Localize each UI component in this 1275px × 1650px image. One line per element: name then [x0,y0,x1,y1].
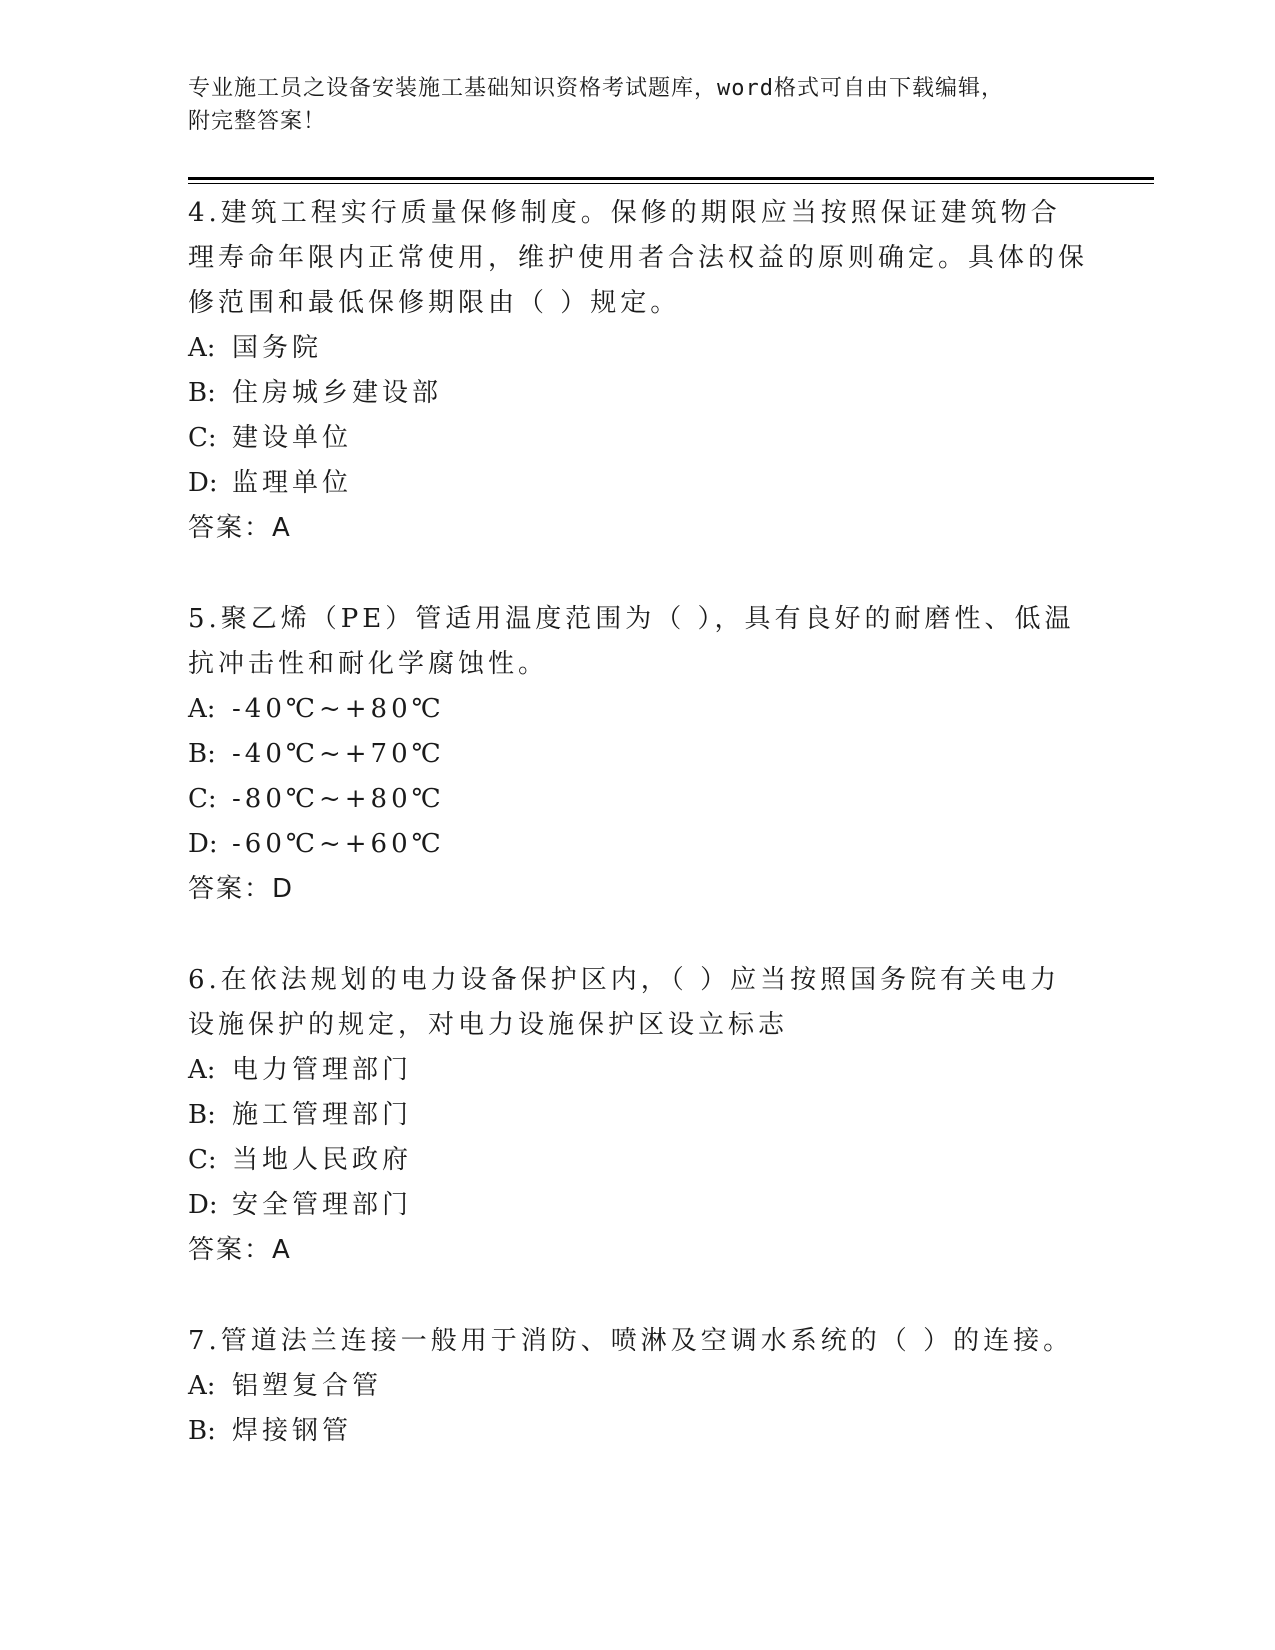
option-a [188,687,1088,732]
option-b [188,1093,1088,1138]
option-d [188,822,1088,867]
option-text: 建设单位 [232,423,353,453]
option-letter: D: [188,1190,218,1220]
question-stem: 7.管道法兰连接一般用于消防、喷淋及空调水系统的（ ）的连接。 [188,1326,1074,1356]
option-letter: D: [188,468,218,498]
question-stem: 6.在依法规划的电力设备保护区内，（ ）应当按照国务院有关电力设施保护的规定，对电力设施保护区设立标志 [188,965,1061,1040]
option-letter: C: [188,784,217,814]
question-4 [188,191,1088,551]
option-letter: B: [188,378,216,408]
answer-line: 答案：A [188,513,292,543]
option-a [188,1048,1088,1093]
option-text: 监理单位 [232,468,353,498]
option-text: 电力管理部门 [232,1055,413,1085]
option-text: 施工管理部门 [232,1100,413,1130]
option-letter: A: [188,1055,216,1085]
header-line-2: 附完整答案！ [188,109,327,134]
option-a [188,1364,1088,1409]
option-c [188,1138,1088,1183]
question-7 [188,1319,1088,1454]
header-line-1: 专业施工员之设备安装施工基础知识资格考试题库，word格式可自由下载编辑， [188,76,1004,101]
option-text: -40℃~+70℃ [232,739,445,769]
option-text: 铝塑复合管 [232,1371,383,1401]
header-divider-thin [188,183,1154,184]
question-stem: 4.建筑工程实行质量保修制度。保修的期限应当按照保证建筑物合理寿命年限内正常使用，维护使用者合法权益的原则确定。具体的保修范围和最低保修期限由（ ）规定。 [188,198,1089,318]
option-b [188,732,1088,777]
option-c [188,416,1088,461]
option-letter: A: [188,694,216,724]
answer-line: 答案：D [188,874,295,904]
option-c [188,777,1088,822]
option-letter: A: [188,333,216,363]
question-5 [188,597,1088,912]
option-text: 焊接钢管 [232,1416,353,1446]
option-b [188,1409,1088,1454]
document-header [188,72,1088,138]
header-divider-thick [188,177,1154,180]
option-letter: B: [188,739,216,769]
option-d [188,461,1088,506]
option-letter: C: [188,1145,217,1175]
option-text: -80℃~+80℃ [232,784,445,814]
option-b [188,371,1088,416]
option-d [188,1183,1088,1228]
option-a [188,326,1088,371]
question-6 [188,958,1088,1273]
question-list [188,191,1088,1500]
option-text: 住房城乡建设部 [232,378,443,408]
option-text: 安全管理部门 [232,1190,413,1220]
option-letter: C: [188,423,217,453]
question-stem: 5.聚乙烯（PE）管适用温度范围为（ ），具有良好的耐磨性、低温抗冲击性和耐化学腐蚀性。 [188,604,1075,679]
option-letter: A: [188,1371,216,1401]
option-text: -40℃~+80℃ [232,694,445,724]
option-letter: D: [188,829,218,859]
option-text: -60℃~+60℃ [232,829,445,859]
option-text: 当地人民政府 [232,1145,413,1175]
answer-line: 答案：A [188,1235,292,1265]
option-letter: B: [188,1416,216,1446]
option-text: 国务院 [232,333,323,363]
option-letter: B: [188,1100,216,1130]
